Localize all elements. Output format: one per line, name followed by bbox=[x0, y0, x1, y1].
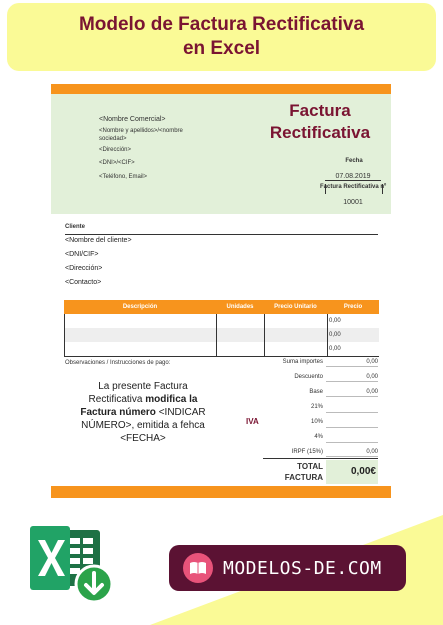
book-icon bbox=[183, 553, 213, 583]
total-label: TOTAL FACTURA bbox=[284, 462, 323, 482]
row-price: 0,00 bbox=[329, 332, 341, 338]
invoice-title-line1: Factura bbox=[289, 101, 351, 120]
company-taxid: <DNI>/<CIF> bbox=[99, 160, 135, 166]
date-value: 07.08.2019 bbox=[325, 173, 381, 181]
notes-text bbox=[71, 380, 215, 445]
date-label: Fecha bbox=[345, 158, 363, 164]
table-divider bbox=[64, 314, 65, 356]
col-unit-price: Precio Unitario bbox=[274, 304, 317, 310]
invoice-title bbox=[265, 100, 375, 144]
table-divider bbox=[216, 314, 217, 356]
total-value: 0,00€ bbox=[326, 460, 378, 484]
invoice-document bbox=[51, 84, 391, 498]
total-divider bbox=[263, 458, 378, 459]
summary-value bbox=[326, 434, 378, 443]
bottom-orange-bar bbox=[51, 486, 391, 498]
invoice-number-label bbox=[320, 184, 387, 194]
invoice-number-value: 10001 bbox=[343, 199, 363, 206]
summary-value: 0,00 bbox=[326, 449, 378, 457]
excel-download-icon bbox=[30, 522, 116, 608]
brand-badge[interactable] bbox=[169, 545, 406, 591]
summary-value: 0,00 bbox=[326, 359, 378, 367]
col-units: Unidades bbox=[226, 304, 254, 310]
client-name: <Nombre del cliente> bbox=[65, 237, 132, 244]
notes-text-a: La presente Factura Rectificativa bbox=[88, 381, 188, 405]
summary-label: IRPF (15%) bbox=[291, 449, 323, 455]
summary-label: 10% bbox=[310, 419, 323, 425]
col-description: Descripción bbox=[122, 304, 158, 310]
summary-label: Suma importes bbox=[282, 359, 323, 365]
brand-text: MODELOS-DE.COM bbox=[223, 557, 382, 579]
company-name: <Nombre Comercial> bbox=[99, 116, 166, 123]
summary-label: 4% bbox=[314, 434, 323, 440]
client-divider bbox=[65, 234, 378, 235]
summary-label: 21% bbox=[310, 404, 323, 410]
client-label: Cliente bbox=[65, 224, 86, 230]
client-taxid: <DNI/CIF> bbox=[65, 251, 99, 258]
company-owner: <Nombre y apellidos>/<nombre sociedad> bbox=[99, 128, 183, 142]
client-contact: <Contacto> bbox=[65, 279, 102, 286]
row-price: 0,00 bbox=[329, 346, 341, 352]
row-price: 0,00 bbox=[329, 318, 341, 324]
client-address: <Dirección> bbox=[65, 265, 103, 272]
table-divider bbox=[264, 314, 265, 356]
notes-text-b: modifica la Factura número bbox=[80, 394, 198, 418]
summary-label: Base bbox=[309, 389, 323, 395]
items-table-header bbox=[64, 300, 379, 314]
company-contact: <Teléfono, Email> bbox=[99, 174, 148, 180]
page-title-line2: en Excel bbox=[182, 38, 261, 59]
top-orange-bar bbox=[51, 84, 391, 94]
invoice-number-label-text: Factura Rectificativa nº bbox=[320, 184, 387, 190]
items-table-body bbox=[64, 314, 379, 356]
notes-text-c: <INDICAR NÚMERO>, emitida a fehca <FECHA> bbox=[81, 407, 206, 444]
summary-value: 0,00 bbox=[326, 389, 378, 397]
iva-label: IVA bbox=[246, 417, 259, 426]
summary-value bbox=[326, 419, 378, 428]
notes-label: Observaciones / Instrucciones de pago: bbox=[65, 360, 171, 366]
col-price: Precio bbox=[343, 304, 363, 310]
company-address: <Dirección> bbox=[99, 147, 132, 153]
summary-value bbox=[326, 404, 378, 413]
summary-value: 0,00 bbox=[326, 374, 378, 382]
page-title-box bbox=[7, 3, 436, 71]
invoice-title-line2: Rectificativa bbox=[269, 123, 371, 142]
summary-label: Descuento bbox=[294, 374, 323, 380]
page-title-line1: Modelo de Factura Rectificativa bbox=[78, 14, 365, 35]
